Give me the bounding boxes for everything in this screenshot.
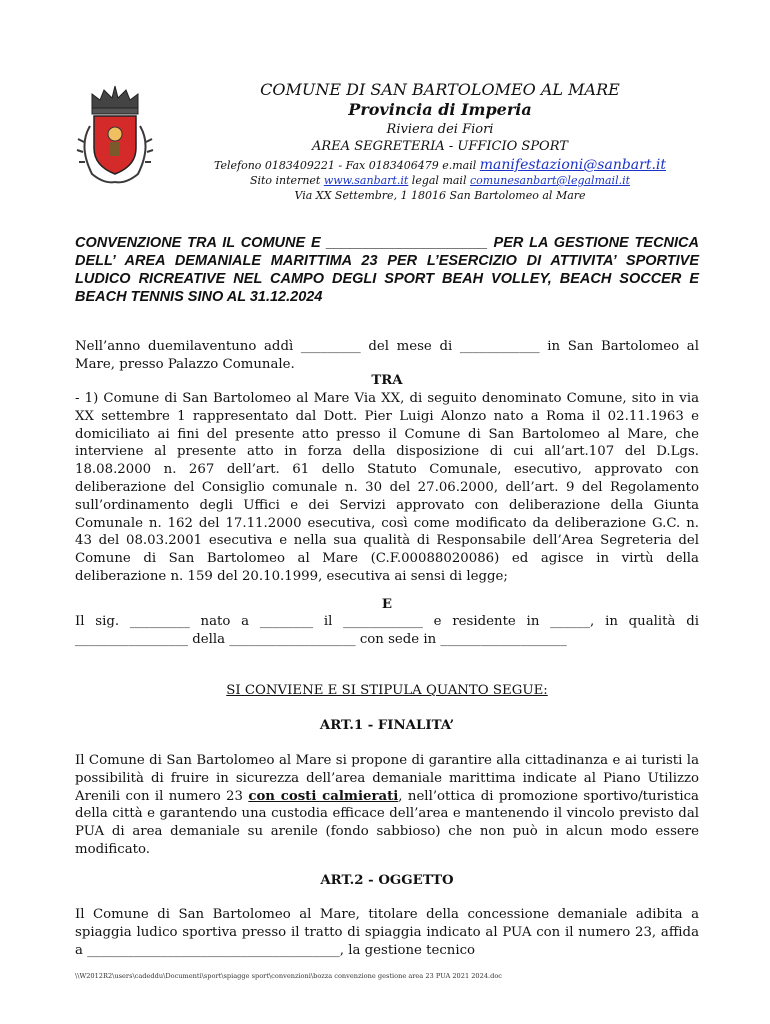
municipal-coat-of-arms-icon (70, 82, 160, 192)
paragraph-party-one: - 1) Comune di San Bartolomeo al Mare Via XX, di seguito denominato Comune, sito in via XX settembre 1 rappresentato dal Dott. Pier Luigi Alonzo nato a Roma il 02.11.1963 e domiciliato ai fini del presente atto presso il Comune di San Bartolomeo al Mare, che interviene al presente atto in forza della disposizione di cui all’art.107 del D.Lgs. 18.08.2000 n. 267 dell’art. 61 dello Statuto Comunale, esecutivo, approvato con deliberazione del Consiglio comunale n. 30 del 27.06.2000, dell’art. 9 del Regolamento sull’ordinamento degli Uffici e dei Servizi approvato con deliberazione della Giunta Comunale n. 162 del 17.11.2000 esecutiva, così come modificato da deliberazione G.C. n. 43 del 08.03.2001 esecutiva e nella sua qualità di Responsabile dell’Area Segreteria del Comune di San Bartolomeo al Mare (C.F.00088020086) ed agisce in virtù della deliberazione n. 159 del 20.10.1999, esecutiva ai sensi di legge; (75, 391, 699, 584)
header-address: Via XX Settembre, 1 18016 San Bartolomeo al Mare (294, 189, 586, 202)
header-riviera: Riviera dei Fiori (386, 122, 494, 137)
heading-art1: ART.1 - FINALITA’ (319, 718, 455, 733)
header-area: AREA SEGRETERIA - UFFICIO SPORT (312, 139, 568, 154)
paragraph-art1 (75, 752, 699, 859)
heading-tra: TRA (371, 373, 403, 388)
header-site (200, 174, 680, 187)
art1-text-a: Il Comune di San Bartolomeo al Mare si propone di garantire alla cittadinanza e ai turisti la possibilità di fruire in sicurezza dell’area demaniale marittima indicate al Piano Utilizzo Arenili con il numero 23 (75, 753, 699, 804)
header-comune: COMUNE DI SAN BARTOLOMEO AL MARE (260, 80, 620, 99)
header-email-link[interactable]: manifestazioni@sanbart.it (479, 157, 667, 173)
header-legal-label: legal mail (411, 174, 467, 187)
heading-stipula: SI CONVIENE E SI STIPULA QUANTO SEGUE: (226, 683, 548, 698)
footer-file-path: \\W2012R2\users\cadeddu\Documenti\sport\spiagge sport\convenzioni\bozza convenzione gestione area 23 PUA 2021 2024.doc (75, 972, 502, 980)
paragraph-party-two: Il sig. _________ nato a ________ il ____________ e residente in ______, in qualità di _________________ della ___________________ con sede in ___________________ (75, 614, 699, 647)
header-sito-label: Sito internet (249, 174, 321, 187)
heading-art2: ART.2 - OGGETTO (320, 873, 454, 888)
heading-e: E (381, 597, 393, 612)
art1-text-b: , nell’ottica di promozione sportivo/turistica della città e garantendo una custodia efficace dell’area e mantenendo il vincolo previsto dal PUA di area demaniale su arenile (fondo sabbioso) che non può in alcun modo essere modificato. (75, 788, 699, 857)
paragraph-art2: Il Comune di San Bartolomeo al Mare, titolare della concessione demaniale adibita a spiaggia ludico sportiva presso il tratto di spiaggia indicato al PUA con il numero 23, affida a ______________________________________, la gestione tecnico (75, 907, 699, 958)
header-provincia: Provincia di Imperia (348, 100, 532, 119)
art1-emphasis: con costi calmierati (248, 788, 399, 804)
header-telefono: Telefono 0183409221 - Fax 0183406479 e.mail (213, 159, 477, 172)
header-website-link[interactable]: www.sanbart.it (323, 174, 409, 187)
document-title: CONVENZIONE TRA IL COMUNE E ____________________ PER LA GESTIONE TECNICA DELL’ AREA DEMANIALE MARITTIMA 23 PER L’ESERCIZIO DI ATTIVITA’ SPORTIVE LUDICO RICREATIVE NEL CAMPO DEGLI SPORT BEAH VOLLEY, BEACH SOCCER E BEACH TENNIS SINO AL 31.12.2024 (75, 235, 699, 305)
header-contacts (200, 157, 680, 173)
paragraph-date: Nell’anno duemilaventuno addì _________ del mese di ____________ in San Bartolomeo al Mare, presso Palazzo Comunale. (75, 339, 699, 372)
header-legal-mail-link[interactable]: comunesanbart@legalmail.it (469, 174, 631, 187)
